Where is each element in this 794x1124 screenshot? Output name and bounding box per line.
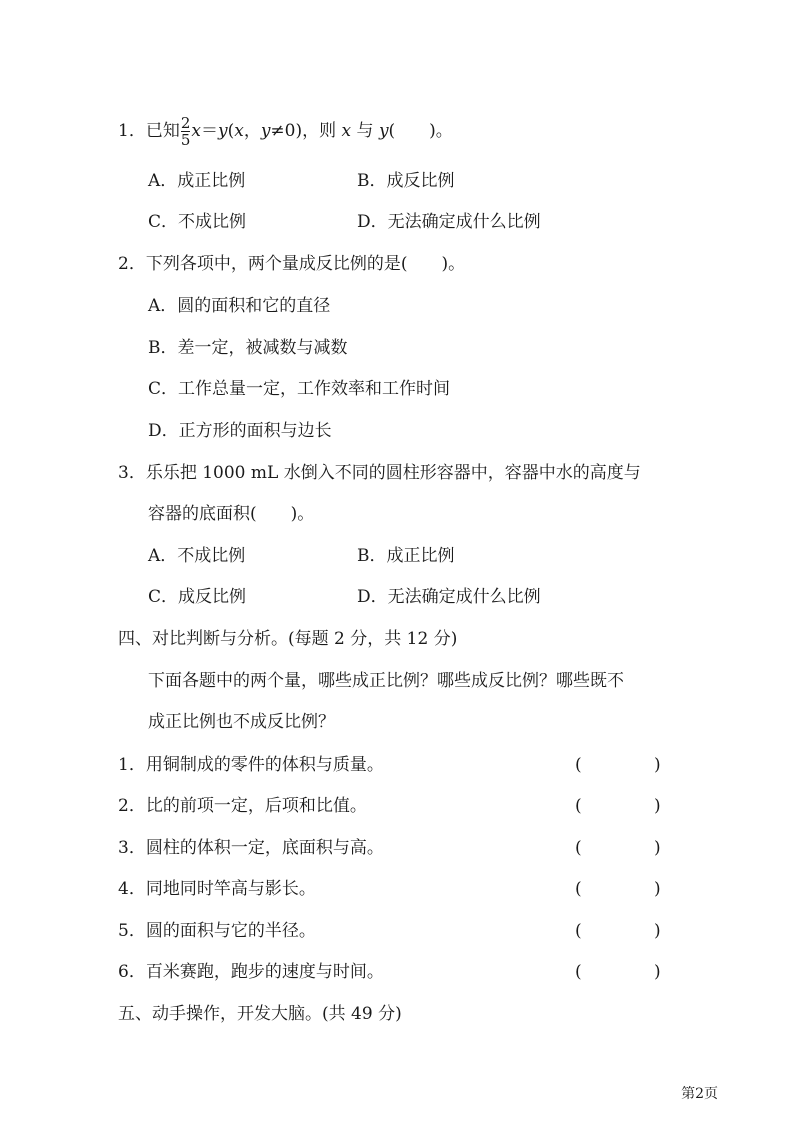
judge-item-5: 5．圆的面积与它的半径。 (118, 921, 316, 941)
yu-text: 与 (356, 121, 374, 141)
judge-item-2: 2．比的前项一定，后项和比值。 (118, 796, 367, 816)
q3-option-b: B．成正比例 (357, 546, 455, 566)
condition-y: y (260, 121, 271, 141)
q2-option-d: D．正方形的面积与边长 (148, 421, 332, 441)
answer-paren-close-3: ) (654, 838, 661, 858)
answer-paren-open-5: ( (575, 921, 582, 941)
q3-option-c: C．成反比例 (148, 587, 247, 607)
answer-paren-close-5: ) (654, 921, 661, 941)
q1-option-a: A．成正比例 (148, 171, 246, 191)
q2-option-c: C．工作总量一定，工作效率和工作时间 (148, 379, 451, 399)
answer-paren-close-2: ) (654, 796, 661, 816)
q1-stem (118, 115, 453, 148)
judge-item-6: 6．百米赛跑，跑步的速度与时间。 (118, 962, 384, 982)
mid-x: x (341, 121, 352, 141)
q3-option-d: D．无法确定成什么比例 (357, 587, 541, 607)
q1-number: 1． (118, 121, 146, 141)
answer-paren-open-4: ( (575, 879, 582, 899)
equals-sign: ＝ (200, 121, 218, 141)
answer-paren-open-6: ( (575, 962, 582, 982)
condition-rest: ≠0)，则 (270, 121, 337, 141)
condition-x: x (234, 121, 244, 141)
answer-paren-close-4: ) (654, 879, 661, 899)
condition-comma: ， (243, 121, 261, 141)
answer-blank: ( )。 (388, 121, 453, 141)
fraction-denominator: 5 (180, 131, 191, 149)
judge-item-1: 1．用铜制成的零件的体积与质量。 (118, 755, 384, 775)
section4-intro-line1: 下面各题中的两个量，哪些成正比例？哪些成反比例？哪些既不 (148, 671, 624, 691)
q2-option-a: A．圆的面积和它的直径 (148, 296, 331, 316)
answer-paren-open-2: ( (575, 796, 582, 816)
q2-stem: 2．下列各项中，两个量成反比例的是( )。 (118, 254, 466, 274)
q3-option-a: A．不成比例 (148, 546, 246, 566)
var-y: y (217, 121, 228, 141)
judge-item-3: 3．圆柱的体积一定，底面积与高。 (118, 838, 384, 858)
q1-option-b: B．成反比例 (357, 171, 455, 191)
tail-y: y (378, 121, 389, 141)
section4-intro-line2: 成正比例也不成反比例？ (148, 712, 335, 732)
page-number: 第2页 (681, 1086, 718, 1102)
q3-stem-line1: 3．乐乐把 1000 mL 水倒入不同的圆柱形容器中，容器中水的高度与 (118, 463, 641, 483)
var-x: x (191, 121, 201, 141)
fraction-numerator: 2 (180, 114, 191, 132)
answer-paren-close-1: ) (654, 755, 661, 775)
answer-paren-open-1: ( (575, 755, 582, 775)
q2-option-b: B．差一定，被减数与减数 (148, 338, 348, 358)
q1-option-c: C．不成比例 (148, 212, 247, 232)
answer-paren-close-6: ) (654, 962, 661, 982)
q3-stem-line2: 容器的底面积( )。 (148, 504, 315, 524)
fraction-2-5 (181, 115, 191, 148)
q1-option-d: D．无法确定成什么比例 (357, 212, 541, 232)
answer-paren-open-3: ( (575, 838, 582, 858)
judge-item-4: 4．同地同时竿高与影长。 (118, 879, 316, 899)
section4-title: 四、对比判断与分析。(每题 2 分，共 12 分) (118, 629, 458, 649)
q1-pre: 已知 (145, 121, 180, 141)
condition-open: ( (227, 121, 235, 141)
section5-title: 五、动手操作，开发大脑。(共 49 分) (118, 1004, 402, 1024)
